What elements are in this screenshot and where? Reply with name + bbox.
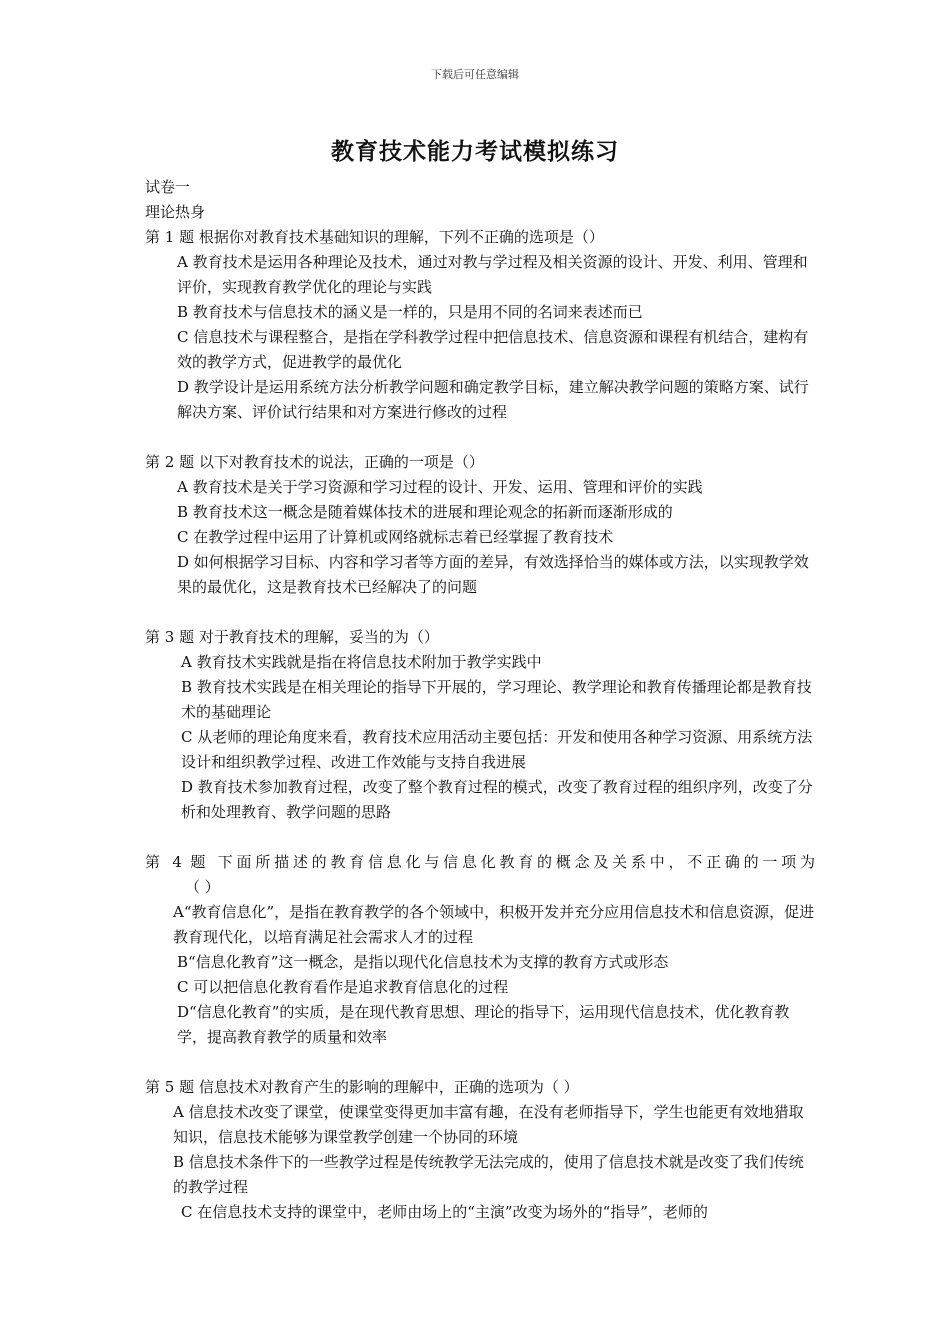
question-stem-continuation: （ ） xyxy=(185,878,220,896)
option-b: B 信息技术条件下的一些教学过程是传统教学无法完成的，使用了信息技术就是改变了我们传统的教学过程 xyxy=(173,1153,804,1196)
header-note: 下载后可任意编辑 xyxy=(431,68,519,81)
option-a: A“教育信息化”，是指在教育教学的各个领域中，积极开发并充分应用信息技术和信息资源，促进教育现代化，以培育满足社会需求人才的过程 xyxy=(173,903,815,946)
option-c: C 可以把信息化教育看作是追求教育信息化的过程 xyxy=(177,978,509,996)
option-a: A 教育技术是关于学习资源和学习过程的设计、开发、运用、管理和评价的实践 xyxy=(177,478,703,496)
question-4 xyxy=(145,850,815,1050)
question-stem: 第 1 题 根据你对教育技术基础知识的理解，下列不正确的选项是（） xyxy=(145,228,604,246)
question-stem: 第 3 题 对于教育技术的理解，妥当的为（） xyxy=(145,628,439,646)
question-3 xyxy=(145,625,815,825)
option-b: B 教育技术与信息技术的涵义是一样的，只是用不同的名词来表述而已 xyxy=(177,303,643,321)
option-a: A 教育技术是运用各种理论及技术，通过对教与学过程及相关资源的设计、开发、利用、管理和评价，实现教育教学优化的理论与实践 xyxy=(177,253,808,296)
section-heading: 试卷一 xyxy=(145,178,191,196)
question-stem: 第 2 题 以下对教育技术的说法，正确的一项是（） xyxy=(145,453,484,471)
option-a: A 教育技术实践就是指在将信息技术附加于教学实践中 xyxy=(181,653,542,671)
option-b: B 教育技术这一概念是随着媒体技术的进展和理论观念的拓新而逐渐形成的 xyxy=(177,503,673,521)
option-d: D 教学设计是运用系统方法分析教学问题和确定教学目标，建立解决教学问题的策略方案、试行解决方案、评价试行结果和对方案进行修改的过程 xyxy=(177,378,809,421)
option-a: A 信息技术改变了课堂，使课堂变得更加丰富有趣，在没有老师指导下，学生也能更有效地猎取知识，信息技术能够为课堂教学创建一个协同的环境 xyxy=(173,1103,804,1146)
question-stem: 第 4 题 下面所描述的教育信息化与信息化教育的概念及关系中，不正确的一项为 xyxy=(145,853,815,871)
option-b: B“信息化教育”这一概念，是指以现代化信息技术为支撑的教育方式或形态 xyxy=(177,953,669,971)
option-c: C 在教学过程中运用了计算机或网络就标志着已经掌握了教育技术 xyxy=(177,528,614,546)
option-c: C 信息技术与课程整合，是指在学科教学过程中把信息技术、信息资源和课程有机结合，建构有效的教学方式，促进教学的最优化 xyxy=(177,328,809,371)
question-1 xyxy=(145,225,815,425)
question-2 xyxy=(145,450,815,600)
option-c: C 从老师的理论角度来看，教育技术应用活动主要包括：开发和使用各种学习资源、用系统方法设计和组织教学过程、改进工作效能与支持自我进展 xyxy=(181,728,813,771)
option-d: D“信息化教育”的实质，是在现代教育思想、理论的指导下，运用现代信息技术，优化教育教学，提高教育教学的质量和效率 xyxy=(177,1003,790,1046)
option-c: C 在信息技术支持的课堂中，老师由场上的“主演”改变为场外的“指导”，老师的 xyxy=(181,1203,708,1221)
page-title: 教育技术能力考试模拟练习 xyxy=(331,138,619,165)
question-5 xyxy=(145,1075,815,1225)
option-d: D 教育技术参加教育过程，改变了整个教育过程的模式，改变了教育过程的组织序列，改变了分析和处理教育、教学问题的思路 xyxy=(181,778,813,821)
option-b: B 教育技术实践是在相关理论的指导下开展的，学习理论、教学理论和教育传播理论都是教育技术的基础理论 xyxy=(181,678,812,721)
document-body xyxy=(145,175,815,1225)
option-d: D 如何根据学习目标、内容和学习者等方面的差异，有效选择恰当的媒体或方法，以实现教学效果的最优化，这是教育技术已经解决了的问题 xyxy=(177,553,809,596)
subsection-heading: 理论热身 xyxy=(145,203,206,221)
question-stem: 第 5 题 信息技术对教育产生的影响的理解中，正确的选项为（ ） xyxy=(145,1078,579,1096)
